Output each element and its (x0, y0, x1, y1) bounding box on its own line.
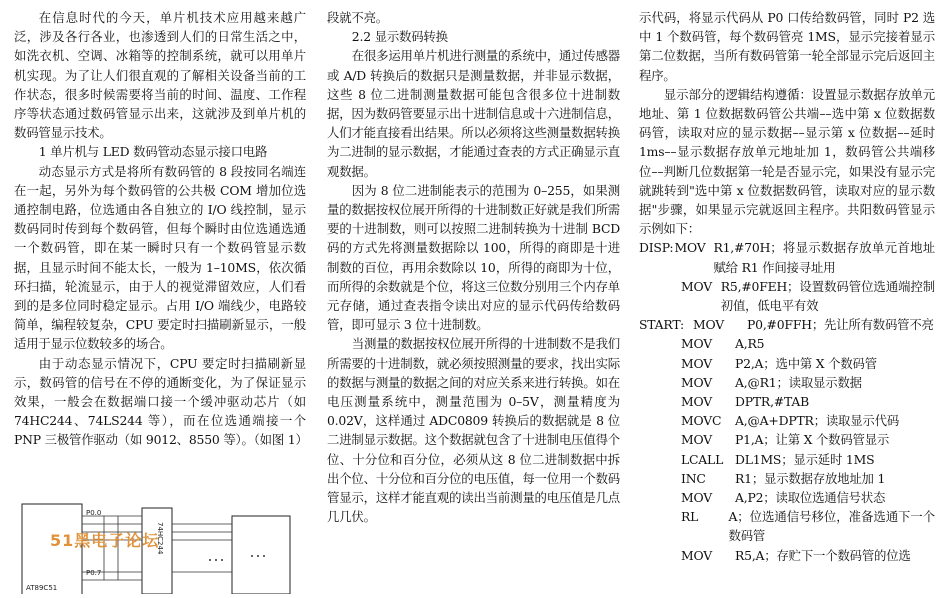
code-operand: A；位选通信号移位，准备选通下一个数码管 (728, 509, 935, 544)
code-operand: P2,A；选中第 X 个数码管 (735, 355, 877, 371)
dynamic-display-paragraph: 动态显示方式是将所有数码管的 8 段按同名端连在一起，另外为每个数码管的公共极 COM 增加位选通控制电路，位选通由各自独立的 I/O 线控制，显示数码同时传到每个数码管，但每个瞬时由位选通选通一个数码管，即在某一瞬时只有一个数码管显示数据，且显示时间不能太长，一般为 1–10MS，依次循环扫描，轮流显示，由于人的视觉滞留效应，人们看到的是多位同时稳定显示。占用 I/O 端线少，电路较简单，编程较复杂，CPU 要定时扫描刷新显示，一般适用于显示位数较多的场合。 (14, 163, 306, 352)
label-chip: AT89C51 (26, 584, 58, 592)
driver-paragraph: 由于动态显示情况下，CPU 要定时扫描刷新显示，数码管的信号在不停的通断变化，为了保证显示效果，一般会在数据端口接一个缓冲驱动芯片（如 74HC244、74LS244 等），而在位选通端接一个 PNP 三极管作驱动（如 9012、8550 等）。（如图 1） (14, 355, 308, 448)
logic-structure-paragraph: 显示部分的逻辑结构遵循：设置显示数据存放单元地址、第 1 位数据数码管公共端––选中第 x 位数据数码管，读取对应的显示数据––显示第 x 位数据––延时 1ms––显示数据存放单元地址加 1，数码管公共端移位––判断几位数据第一轮是否显示完，如果没有显示完就跳转到"选中第 x 位数据数码管，读取对应的显示数据"步骤，如果显示完就返回主程序。共阳数码管显示示例如下： (639, 86, 935, 237)
code-line (639, 373, 935, 392)
column-left (14, 8, 306, 450)
section-heading-1: 1 单片机与 LED 数码管动态显示接口电路 (38, 144, 268, 160)
code-operand: DL1MS；显示延时 1MS (735, 451, 875, 467)
continued-text: 段就不亮。 (327, 10, 388, 25)
code-opcode: MOV (681, 336, 712, 352)
label-p07: P0.7 (86, 569, 102, 577)
code-line (639, 238, 935, 276)
intro-paragraph: 在信息时代的今天，单片机技术应用越来越广泛，涉及各行各业，也渗透到人们的日常生活之中，如洗衣机、空调、冰箱等的控制系统，就可以用单片机实现。为了让人们很直观的了解相关设备当前的工作状态，很多时候需要将当前的时间、温度、工作程序等状态通过数码管显示出来，这就涉及到单片机的数码管显示技术。 (14, 10, 306, 141)
code-line (639, 334, 935, 353)
label-buffer: 74HC244 (156, 522, 164, 555)
code-opcode: RL (681, 509, 699, 525)
code-label: START: (639, 317, 684, 333)
code-opcode: MOV (681, 278, 712, 294)
code-line (639, 507, 935, 545)
code-opcode: MOVC (681, 413, 722, 429)
code-operand: DPTR,#TAB (735, 394, 810, 410)
code-operand: R5,#0FEH；设置数码管位选通端控制初值，低电平有效 (720, 278, 935, 314)
column-middle (327, 8, 620, 526)
code-opcode: MOV (681, 547, 712, 563)
column-right (639, 8, 935, 565)
code-label: DISP: (639, 240, 674, 256)
code-line (639, 277, 935, 315)
code-operand: P0,#0FFH；先让所有数码管不亮 (747, 317, 934, 333)
section-heading-2-2: 2.2 显示数码转换 (351, 29, 448, 45)
watermark: 51黑电子论坛 (50, 531, 160, 550)
code-operand: A,R5 (735, 336, 765, 352)
code-opcode: MOV (681, 394, 712, 410)
measurement-paragraph: 在很多运用单片机进行测量的系统中，通过传感器或 A/D 转换后的数据只是测量数据，并非显示数据，这些 8 位二进制测量数据可能包含很多位十进制数据，因为数码管要显示出十进制信息或十六进制信息，人们才能直接看出结果。所以必须将这些测量数据转换为二进制的显示数据，才能通过查表的方式正确显示直观数据。 (327, 48, 620, 179)
code-line (639, 469, 935, 488)
code-operand: A,@R1；读取显示数据 (735, 374, 862, 390)
code-operand: R1,#70H；将显示数据存放单元首地址赋给 R1 作间接寻址用 (713, 240, 935, 275)
code-line (639, 315, 935, 334)
code-operand: R1；显示数据存放地址加 1 (735, 470, 886, 486)
bcd-conversion-paragraph: 因为 8 位二进制能表示的范围为 0–255，如果测量的数据按权位展开所得的十进制数正好就是我们所需要的十进制数，则可以按照二进制转换为十进制 BCD 码的方式先将测量数据除以 100，所得的商即是十进制数的百位，再用余数除以 10，所得的商即为十位，而所得的余数就是个位，将这三位数分别用三个内存单元存储，通过查表指令读出对应的显示代码传给数码管，即可显示 3 位十进制数。 (327, 182, 620, 333)
label-p00: P0.0 (86, 509, 102, 517)
code-opcode: MOV (681, 374, 712, 390)
code-opcode: MOV (693, 317, 724, 333)
code-operand: A,@A+DPTR；读取显示代码 (735, 413, 900, 429)
code-operand: A,P2；读取位选通信号状态 (735, 490, 886, 506)
code-opcode: INC (681, 470, 706, 486)
code-opcode: LCALL (681, 451, 724, 467)
code-line (639, 450, 935, 469)
continued-text-right: 示代码，将显示代码从 P0 口传给数码管，同时 P2 选中 1 个数码管，每个数码管亮 1MS，显示完接着显示第二位数据，当所有数码管第一轮全部显示完后返回主程序。 (639, 10, 935, 83)
assembly-code-listing (639, 238, 935, 564)
code-line (639, 392, 935, 411)
code-opcode: MOV (681, 490, 712, 506)
code-opcode: MOV (681, 432, 712, 448)
code-line (639, 546, 935, 565)
code-opcode: MOV (674, 240, 706, 256)
code-line (639, 488, 935, 507)
code-operand: P1,A；让第 X 个数码管显示 (735, 432, 890, 448)
code-line (639, 411, 935, 430)
code-operand: R5,A；存贮下一个数码管的位选 (735, 547, 911, 563)
code-opcode: MOV (681, 355, 712, 371)
code-line (639, 354, 935, 373)
voltage-paragraph: 当测量的数据按权位展开所得的十进制数不是我们所需要的十进制数，就必须按照测量的要求，找出实际的数据与测量的数据之间的对应关系来进行转换。如在电压测量系统中，测量范围为 0–5V，测量精度为 0.02V，这样通过 ADC0809 转换后的数据就是 8 位二进制显示数据。这个数据就包含了十进制电压值得个位、十分位和百分位，必须从这 8 位二进制数据中拆出个位、十分位和百分位的电压值，每一位用一个数码管显示，这样才能直观的读出当前测量的电压值是几点几几伏。 (327, 336, 620, 525)
code-line (639, 430, 935, 449)
